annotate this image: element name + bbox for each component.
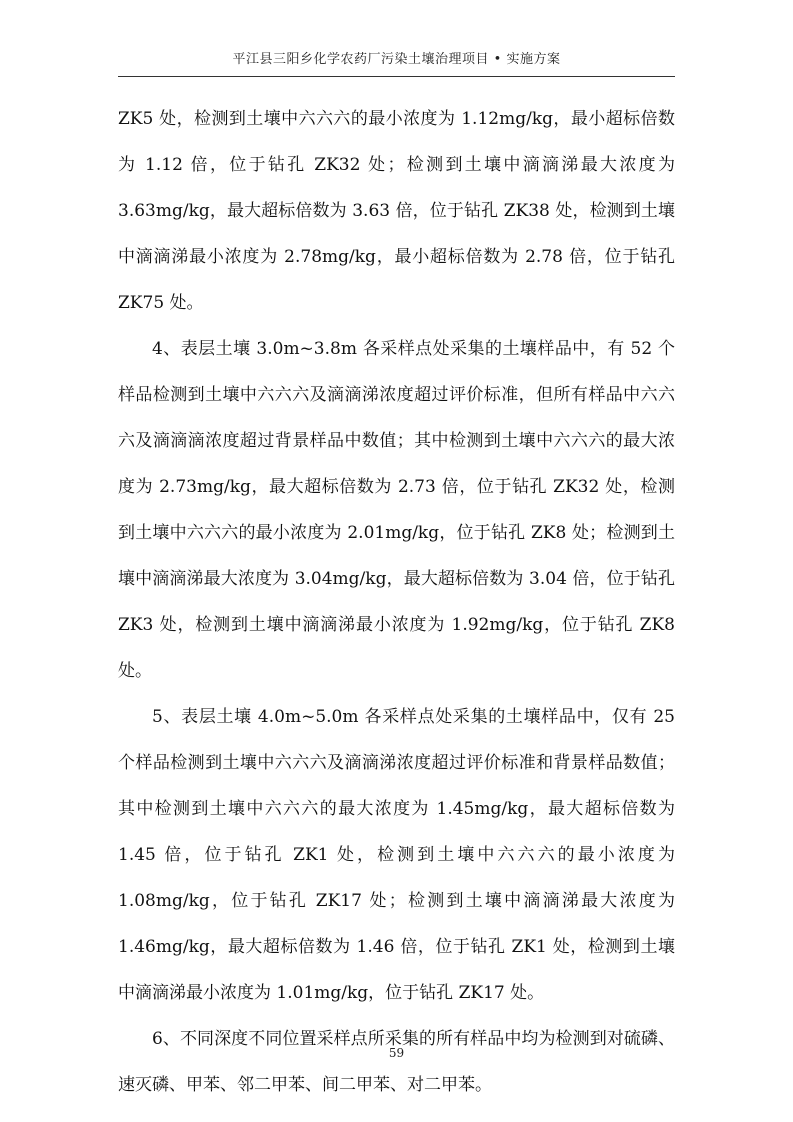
page-header: 平江县三阳乡化学农药厂污染土壤治理项目 • 实施方案 — [232, 52, 561, 67]
paragraph-item-5: 5、表层土壤 4.0m~5.0m 各采样点处采集的土壤样品中，仅有 25 个样品检测到土壤中六六六及滴滴涕浓度超过评价标准和背景样品数值；其中检测到土壤中六六六的最大浓度为 1.45mg/kg，最大超标倍数为 1.45 倍，位于钻孔 ZK1 处，检测到土壤中六六六的最小浓度为 1.08mg/kg，位于钻孔 ZK17 处；检测到土壤中滴滴涕最大浓度为 1.46mg/kg，最大超标倍数为 1.46 倍，位于钻孔 ZK1 处，检测到土壤中滴滴涕最小浓度为 1.01mg/kg，位于钻孔 ZK17 处。 — [118, 707, 675, 1003]
paragraph-continuation: ZK5 处，检测到土壤中六六六的最小浓度为 1.12mg/kg，最小超标倍数为 1.12 倍，位于钻孔 ZK32 处；检测到土壤中滴滴涕最大浓度为 3.63mg/kg，最大超标倍数为 3.63 倍，位于钻孔 ZK38 处，检测到土壤中滴滴涕最小浓度为 2.78mg/kg，最小超标倍数为 2.78 倍，位于钻孔 ZK75 处。 — [118, 109, 675, 313]
document-body — [118, 96, 675, 1108]
header-divider — [118, 76, 675, 77]
page-number: 59 — [388, 1046, 405, 1060]
paragraph-item-4: 4、表层土壤 3.0m~3.8m 各采样点处采集的土壤样品中，有 52 个样品检测到土壤中六六六及滴滴涕浓度超过评价标准，但所有样品中六六六及滴滴滴浓度超过背景样品中数值；其中检测到土壤中六六六的最大浓度为 2.73mg/kg，最大超标倍数为 2.73 倍，位于钻孔 ZK32 处，检测到土壤中六六六的最小浓度为 2.01mg/kg，位于钻孔 ZK8 处；检测到土壤中滴滴涕最大浓度为 3.04mg/kg，最大超标倍数为 3.04 倍，位于钻孔 ZK3 处，检测到土壤中滴滴涕最小浓度为 1.92mg/kg，位于钻孔 ZK8 处。 — [118, 339, 675, 681]
paragraph-item-6: 6、不同深度不同位置采样点所采集的所有样品中均为检测到对硫磷、速灭磷、甲苯、邻二甲苯、间二甲苯、对二甲苯。 — [118, 1029, 675, 1095]
